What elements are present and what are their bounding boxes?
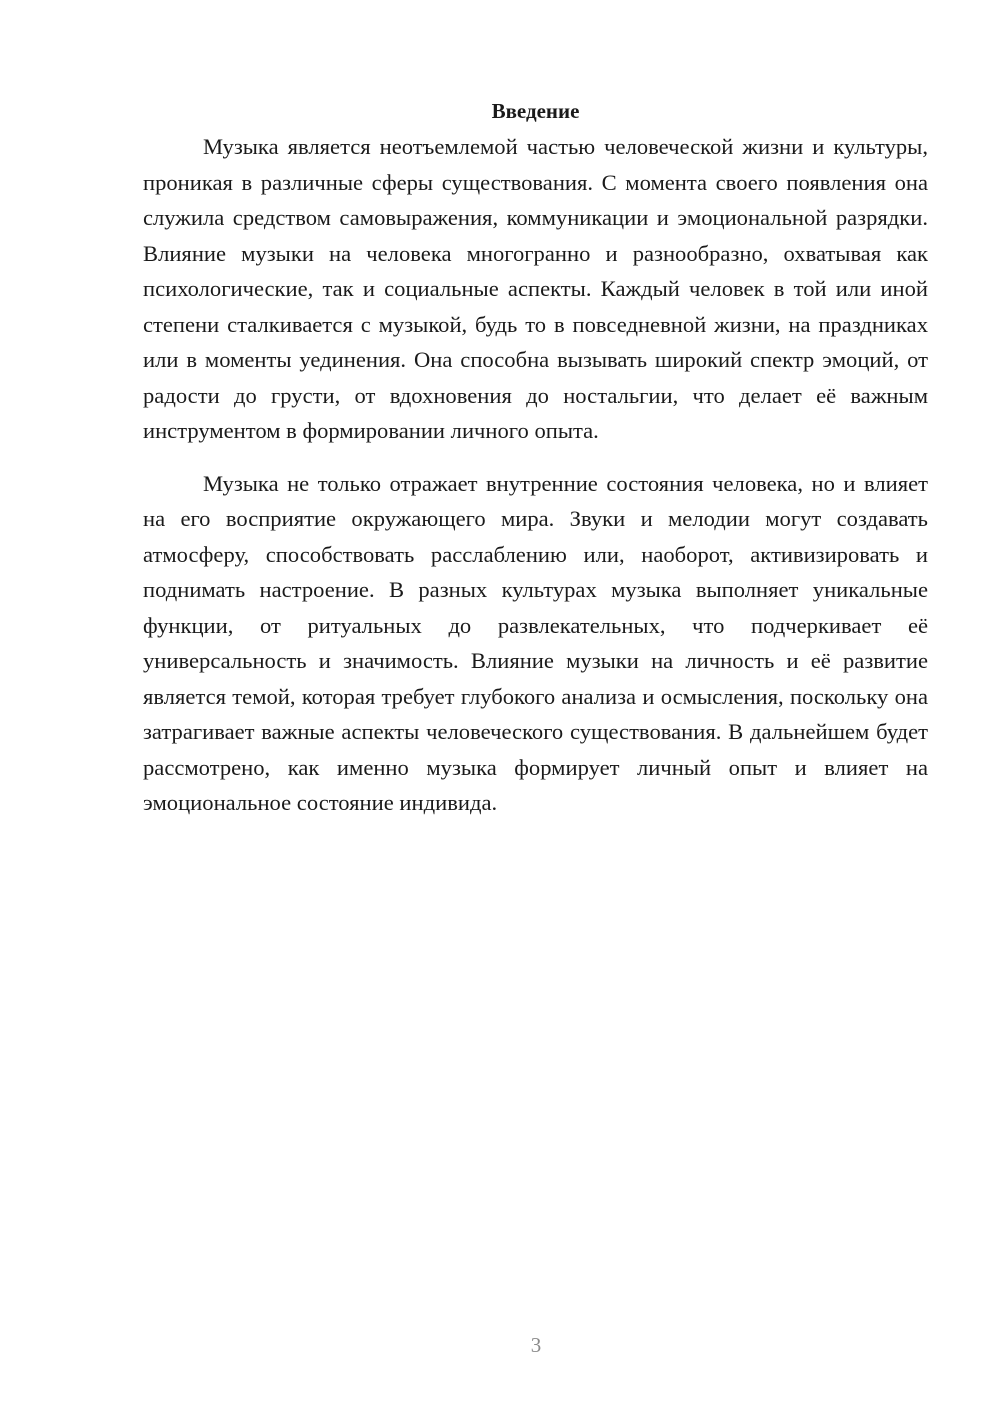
section-title: Введение bbox=[491, 99, 580, 123]
paragraph-2: Музыка не только отражает внутренние состояния человека, но и влияет на его восприятие окружающего мира. Звуки и мелодии могут создавать атмосферу, способствовать расслаблению или, наоборот, активизировать и поднимать настроение. В разных культурах музыка выполняет уникальные функции, от ритуальных до развлекательных, что подчеркивает её универсальность и значимость. Влияние музыки на личность и её развитие является темой, которая требует глубокого анализа и осмысления, поскольку она затрагивает важные аспекты человеческого существования. В дальнейшем будет рассмотрено, как именно музыка формирует личный опыт и влияет на эмоциональное состояние индивида. bbox=[143, 470, 928, 815]
page-content bbox=[143, 94, 928, 821]
page-number: 3 bbox=[530, 1333, 542, 1357]
paragraph-1: Музыка является неотъемлемой частью человеческой жизни и культуры, проникая в различные сферы существования. С момента своего появления она служила средством самовыражения, коммуникации и эмоциональной разрядки. Влияние музыки на человека многогранно и разнообразно, охватывая как психологические, так и социальные аспекты. Каждый человек в той или иной степени сталкивается с музыкой, будь то в повседневной жизни, на праздниках или в моменты уединения. Она способна вызывать широкий спектр эмоций, от радости до грусти, от вдохновения до ностальгии, что делает её важным инструментом в формировании личного опыта. bbox=[143, 134, 928, 443]
